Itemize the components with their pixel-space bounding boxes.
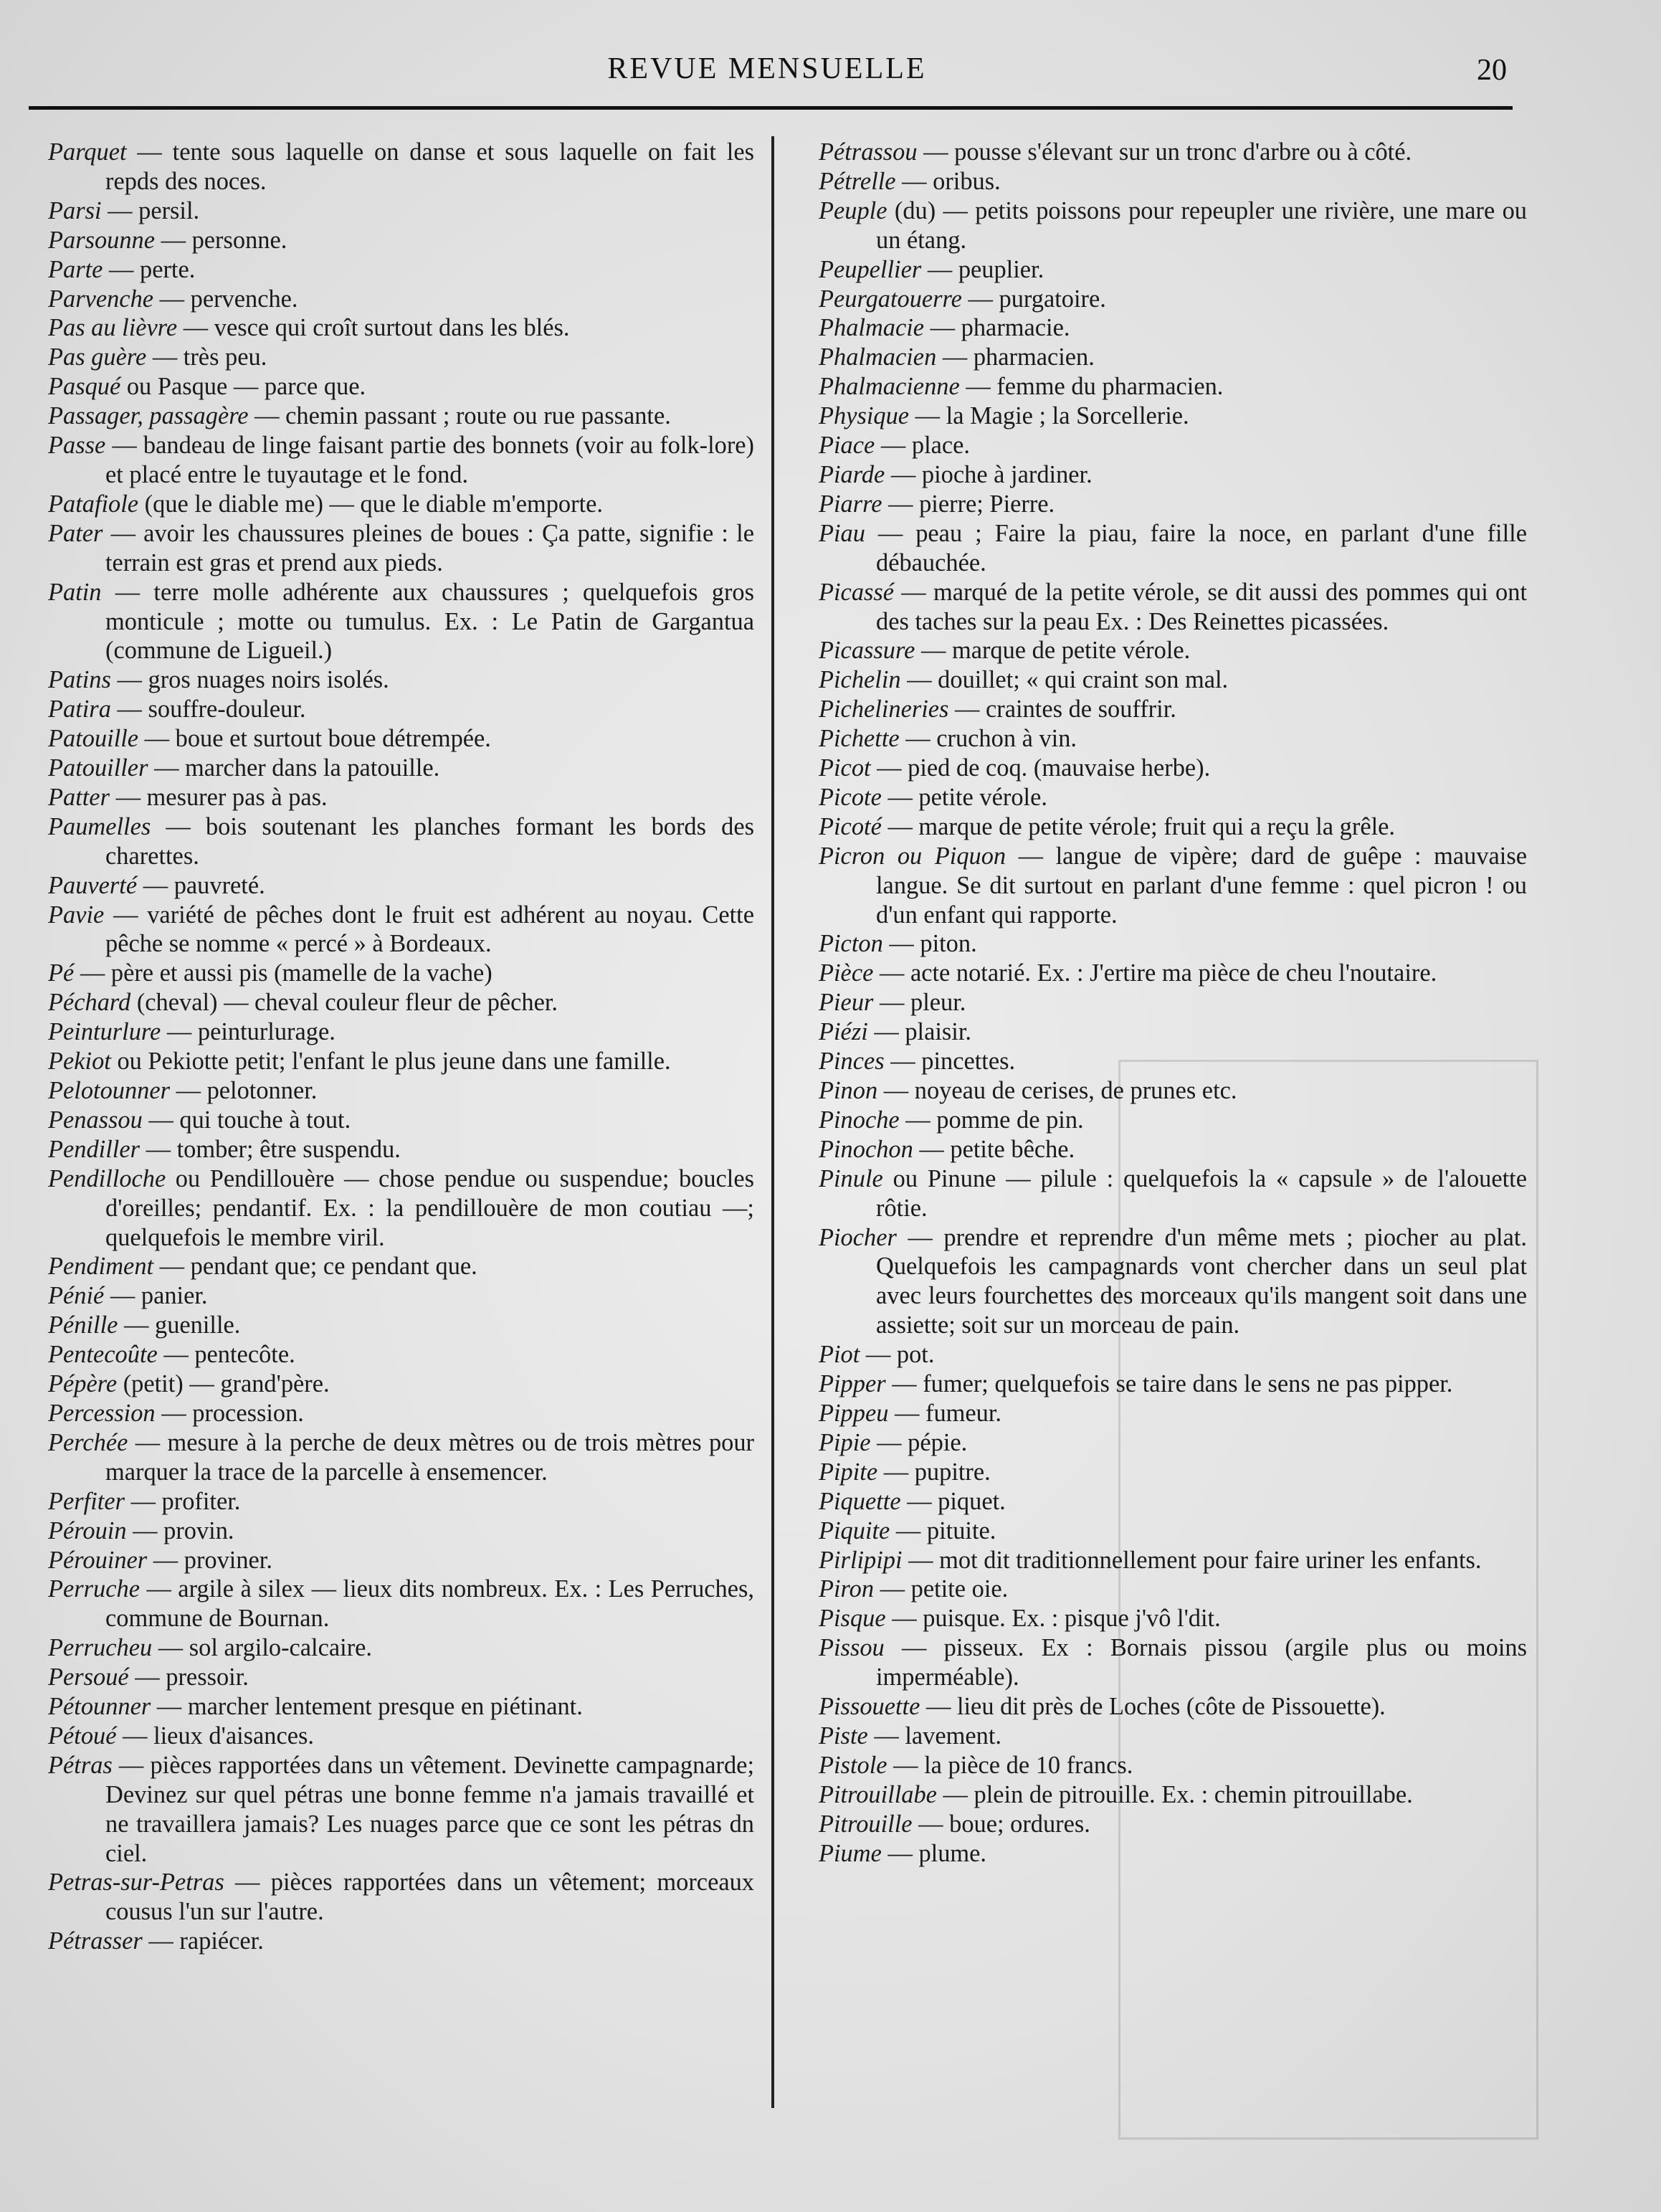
glossary-entry bbox=[48, 724, 754, 754]
entry-definition: — fumer; quelquefois se taire dans le sens ne pas pipper. bbox=[885, 1370, 1453, 1398]
entry-definition: (du) — petits poissons pour repeupler une rivière, une mare ou un étang. bbox=[876, 196, 1527, 254]
glossary-entry bbox=[48, 901, 754, 959]
entry-definition: ou Pinune — pilule : quelquefois la « capsule » de l'alouette rôtie. bbox=[876, 1164, 1527, 1222]
entry-definition: — boue et surtout boue détrempée. bbox=[138, 725, 491, 753]
glossary-entry bbox=[48, 313, 754, 343]
entry-term: Peuple bbox=[819, 196, 887, 224]
entry-term: Pétounner bbox=[48, 1693, 151, 1721]
entry-term: Pénié bbox=[48, 1282, 105, 1310]
entry-term: Parquet bbox=[48, 138, 127, 166]
glossary-entry bbox=[48, 959, 754, 988]
entry-term: Piace bbox=[819, 432, 875, 460]
glossary-entry bbox=[819, 167, 1527, 196]
glossary-entry bbox=[48, 812, 754, 871]
glossary-entry bbox=[48, 402, 754, 431]
entry-definition: — lieux d'aisances. bbox=[116, 1722, 314, 1750]
entry-definition: — pousse s'élevant sur un tronc d'arbre ou à côté. bbox=[917, 138, 1412, 166]
glossary-entry bbox=[48, 1047, 754, 1076]
entry-definition: — pierre; Pierre. bbox=[882, 490, 1055, 518]
glossary-entry bbox=[48, 695, 754, 724]
glossary-entry bbox=[819, 1516, 1527, 1546]
entry-term: Pieur bbox=[819, 989, 874, 1017]
glossary-entry bbox=[819, 1428, 1527, 1458]
entry-definition: — plume. bbox=[881, 1839, 987, 1867]
glossary-entry bbox=[48, 1311, 754, 1340]
entry-term: Picassé bbox=[819, 578, 895, 606]
entry-term: Pichette bbox=[819, 725, 900, 753]
glossary-entry bbox=[48, 578, 754, 666]
glossary-entry bbox=[819, 1458, 1527, 1487]
glossary-entry bbox=[48, 665, 754, 695]
entry-definition: — pituite. bbox=[890, 1516, 996, 1544]
entry-term: Picassure bbox=[819, 637, 915, 665]
entry-term: Piron bbox=[819, 1575, 875, 1603]
entry-term: Patouiller bbox=[48, 754, 148, 782]
glossary-entry bbox=[819, 1546, 1527, 1575]
glossary-entry bbox=[819, 1135, 1527, 1164]
glossary-entry bbox=[819, 519, 1527, 578]
glossary-entry bbox=[819, 1223, 1527, 1341]
entry-definition: — petite oie. bbox=[874, 1575, 1009, 1603]
glossary-entry bbox=[48, 871, 754, 901]
entry-definition: ou Pekiotte petit; l'enfant le plus jeune dans une famille. bbox=[110, 1048, 671, 1076]
entry-definition: — rapiécer. bbox=[142, 1927, 264, 1955]
entry-definition: — la Magie ; la Sorcellerie. bbox=[909, 402, 1189, 430]
glossary-entry bbox=[48, 1428, 754, 1487]
entry-definition: — la pièce de 10 francs. bbox=[887, 1751, 1133, 1779]
entry-definition: — femme du pharmacien. bbox=[959, 373, 1224, 401]
glossary-entry bbox=[819, 842, 1527, 930]
glossary-entry bbox=[819, 578, 1527, 637]
glossary-entry bbox=[819, 1487, 1527, 1516]
glossary-entry bbox=[48, 138, 754, 196]
glossary-entry bbox=[819, 1810, 1527, 1839]
entry-definition: — peinturlurage. bbox=[161, 1018, 335, 1046]
glossary-entry bbox=[819, 196, 1527, 255]
entry-term: Pénille bbox=[48, 1311, 118, 1339]
entry-term: Pétoué bbox=[48, 1722, 117, 1750]
entry-term: Pétrassou bbox=[819, 138, 918, 166]
glossary-entry bbox=[48, 1692, 754, 1722]
running-title: REVUE MENSUELLE bbox=[607, 52, 927, 85]
entry-definition: — mesure à la perche de deux mètres ou de trois mètres pour marquer la trace de la parcelle à ensemencer. bbox=[105, 1428, 754, 1486]
entry-term: Pippeu bbox=[819, 1399, 889, 1427]
entry-term: Pelotounner bbox=[48, 1077, 171, 1104]
entry-term: Piquite bbox=[819, 1516, 890, 1544]
entry-definition: — pauvreté. bbox=[137, 871, 265, 899]
glossary-entry bbox=[48, 431, 754, 490]
glossary-entry bbox=[48, 783, 754, 812]
glossary-entry bbox=[819, 372, 1527, 402]
entry-term: Patins bbox=[48, 666, 111, 694]
entry-definition: — douillet; « qui craint son mal. bbox=[900, 666, 1229, 694]
glossary-entry bbox=[48, 343, 754, 372]
entry-term: Pétras bbox=[48, 1751, 113, 1779]
entry-term: Pitrouillabe bbox=[819, 1780, 937, 1808]
glossary-entry bbox=[819, 1780, 1527, 1810]
glossary-entry bbox=[48, 1164, 754, 1253]
entry-term: Pé bbox=[48, 959, 75, 987]
entry-term: Piste bbox=[819, 1722, 868, 1750]
glossary-entry bbox=[819, 1399, 1527, 1428]
entry-term: Perchée bbox=[48, 1428, 128, 1456]
glossary-entry bbox=[819, 812, 1527, 842]
entry-term: Pissouette bbox=[819, 1693, 920, 1721]
entry-term: Patira bbox=[48, 696, 111, 723]
glossary-entry bbox=[48, 1370, 754, 1399]
glossary-entry bbox=[48, 372, 754, 402]
glossary-entry bbox=[819, 665, 1527, 695]
entry-term: Pekiot bbox=[48, 1048, 111, 1076]
entry-term: Pauverté bbox=[48, 871, 138, 899]
entry-definition: — pendant que; ce pendant que. bbox=[153, 1253, 477, 1281]
entry-definition: — puisque. Ex. : pisque j'vô l'dit. bbox=[885, 1605, 1221, 1633]
entry-term: Pendiment bbox=[48, 1253, 154, 1281]
glossary-entry bbox=[48, 754, 754, 783]
entry-definition: — bois soutenant les planches formant les bords des charettes. bbox=[105, 812, 754, 870]
entry-term: Picot bbox=[819, 754, 871, 782]
header-rule bbox=[29, 106, 1513, 110]
glossary-entry bbox=[819, 1839, 1527, 1869]
entry-definition: — pupitre. bbox=[877, 1458, 991, 1486]
entry-term: Pater bbox=[48, 519, 103, 547]
entry-term: Pendiller bbox=[48, 1135, 140, 1163]
entry-definition: ou Pendillouère — chose pendue ou suspendue; boucles d'oreilles; pendantif. Ex. : la pendillouère de mon coutiau —; quelquefois le membre viril. bbox=[105, 1164, 754, 1251]
entry-definition: — panier. bbox=[104, 1282, 208, 1310]
entry-term: Piau bbox=[819, 519, 865, 547]
entry-term: Pas au lièvre bbox=[48, 314, 178, 342]
entry-definition: — pervenche. bbox=[153, 285, 298, 313]
entry-definition: — petite bêche. bbox=[913, 1135, 1075, 1163]
entry-term: Pitrouille bbox=[819, 1810, 913, 1838]
entry-definition: — pioche à jardiner. bbox=[885, 460, 1093, 488]
entry-term: Pisque bbox=[819, 1605, 886, 1633]
glossary-entry bbox=[819, 490, 1527, 519]
entry-definition: — piquet. bbox=[900, 1487, 1006, 1515]
entry-definition: — plaisir. bbox=[867, 1018, 972, 1046]
glossary-entry bbox=[819, 1340, 1527, 1370]
entry-term: Pas guère bbox=[48, 343, 147, 371]
entry-term: Phalmacien bbox=[819, 343, 937, 371]
entry-definition: — langue de vipère; dard de guêpe : mauvaise langue. Se dit surtout en parlant d'une femme : quel picron ! ou d'un enfant qui rapporte. bbox=[876, 842, 1527, 929]
entry-definition: — pisseux. Ex : Bornais pissou (argile plus ou moins imperméable). bbox=[876, 1634, 1527, 1691]
entry-term: Perfiter bbox=[48, 1487, 125, 1515]
entry-definition: — boue; ordures. bbox=[912, 1810, 1090, 1838]
glossary-entry bbox=[819, 402, 1527, 431]
glossary-entry bbox=[48, 1575, 754, 1633]
entry-term: Perruche bbox=[48, 1575, 140, 1603]
entry-term: Peinturlure bbox=[48, 1018, 161, 1046]
entry-term: Passager, passagère bbox=[48, 402, 249, 430]
glossary-entry bbox=[819, 1076, 1527, 1106]
entry-term: Picoté bbox=[819, 812, 882, 840]
entry-definition: — craintes de souffrir. bbox=[948, 696, 1176, 723]
entry-term: Pérouiner bbox=[48, 1546, 148, 1574]
glossary-entry bbox=[48, 1017, 754, 1047]
left-column bbox=[48, 138, 754, 1956]
entry-definition: — pièces rapportées dans un vêtement; morceaux cousus l'un sur l'autre. bbox=[105, 1869, 754, 1926]
entry-term: Patter bbox=[48, 783, 110, 811]
entry-definition: ou Pasque — parce que. bbox=[120, 373, 366, 401]
entry-term: Pistole bbox=[819, 1751, 887, 1779]
glossary-entry bbox=[819, 343, 1527, 372]
entry-definition: — pressoir. bbox=[128, 1663, 249, 1691]
entry-definition: — pièces rapportées dans un vêtement. Devinette campagnarde; Devinez sur quel pétras une bonne femme n'a jamais travaillé et ne travaillera jamais? Les nuages parce que ce sont les pétras dn ciel. bbox=[105, 1751, 754, 1867]
entry-definition: — gros nuages noirs isolés. bbox=[110, 666, 389, 694]
entry-definition: — prendre et reprendre d'un même mets ; piocher au plat. Quelquefois les campagnards vont chercher dans un seul plat avec leurs fourchettes des morceaux qu'ils mangent soit dans une assiette; soit sur un morceau de pain. bbox=[876, 1223, 1527, 1339]
glossary-entry bbox=[819, 1370, 1527, 1399]
entry-term: Peurgatouerre bbox=[819, 285, 962, 313]
entry-term: Pinon bbox=[819, 1077, 878, 1104]
entry-term: Pichelin bbox=[819, 666, 901, 694]
glossary-entry bbox=[819, 1575, 1527, 1604]
entry-term: Pavie bbox=[48, 901, 105, 929]
entry-term: Picron ou Piquon bbox=[819, 842, 1006, 870]
entry-definition: — pharmacien. bbox=[936, 343, 1095, 371]
entry-term: Physique bbox=[819, 402, 910, 430]
entry-definition: — très peu. bbox=[146, 343, 267, 371]
entry-definition: — terre molle adhérente aux chaussures ; quelquefois gros monticule ; motte ou tumulus. Ex. : Le Patin de Gargantua (commune de Ligueil.) bbox=[101, 578, 754, 665]
entry-definition: — tomber; être suspendu. bbox=[139, 1135, 401, 1163]
entry-term: Pentecoûte bbox=[48, 1341, 158, 1369]
entry-term: Pissou bbox=[819, 1634, 885, 1662]
glossary-entry bbox=[819, 1106, 1527, 1135]
entry-definition: — pincettes. bbox=[884, 1048, 1016, 1076]
entry-term: Persoué bbox=[48, 1663, 129, 1691]
entry-term: Patouille bbox=[48, 725, 139, 753]
glossary-entry bbox=[819, 1164, 1527, 1223]
entry-term: Phalmacie bbox=[819, 314, 925, 342]
entry-definition: — pharmacie. bbox=[924, 314, 1070, 342]
entry-definition: — fumeur. bbox=[888, 1399, 1002, 1427]
glossary-entry bbox=[48, 1340, 754, 1370]
glossary-entry bbox=[819, 1751, 1527, 1780]
entry-definition: (petit) — grand'père. bbox=[117, 1370, 330, 1398]
glossary-entry bbox=[48, 1076, 754, 1106]
entry-definition: — lieu dit près de Loches (côte de Pissouette). bbox=[920, 1693, 1386, 1721]
entry-term: Penassou bbox=[48, 1106, 143, 1134]
entry-term: Parvenche bbox=[48, 285, 154, 313]
entry-term: Pétrasser bbox=[48, 1927, 143, 1955]
entry-term: Petras-sur-Petras bbox=[48, 1869, 224, 1897]
entry-definition: — peau ; Faire la piau, faire la noce, en parlant d'une fille débauchée. bbox=[865, 519, 1527, 576]
glossary-entry bbox=[48, 1135, 754, 1164]
entry-definition: — noyeau de cerises, de prunes etc. bbox=[877, 1077, 1237, 1104]
glossary-entry bbox=[819, 431, 1527, 460]
glossary-entry bbox=[48, 285, 754, 314]
entry-term: Piume bbox=[819, 1839, 882, 1867]
entry-term: Pinoche bbox=[819, 1106, 900, 1134]
entry-definition: — chemin passant ; route ou rue passante. bbox=[248, 402, 671, 430]
entry-term: Parsounne bbox=[48, 226, 156, 254]
entry-term: Patin bbox=[48, 578, 102, 606]
glossary-entry bbox=[819, 959, 1527, 988]
entry-term: Piarde bbox=[819, 460, 885, 488]
entry-term: Pinule bbox=[819, 1164, 883, 1192]
entry-term: Pinces bbox=[819, 1048, 885, 1076]
glossary-entry bbox=[819, 460, 1527, 490]
entry-definition: — lavement. bbox=[867, 1722, 1001, 1750]
entry-definition: — pot. bbox=[860, 1341, 935, 1369]
glossary-entry bbox=[819, 929, 1527, 959]
entry-definition: — variété de pêches dont le fruit est adhérent au noyau. Cette pêche se nomme « percé » à Bordeaux. bbox=[104, 901, 754, 958]
entry-definition: — purgatoire. bbox=[961, 285, 1106, 313]
glossary-entry bbox=[819, 1692, 1527, 1722]
entry-definition: — bandeau de linge faisant partie des bonnets (voir au folk-lore) et placé entre le tuyautage et le fond. bbox=[105, 432, 754, 488]
glossary-entry bbox=[819, 1722, 1527, 1751]
entry-definition: — vesce qui croît surtout dans les blés. bbox=[177, 314, 570, 342]
entry-definition: — petite vérole. bbox=[881, 783, 1047, 811]
entry-definition: — place. bbox=[875, 432, 971, 460]
glossary-entry bbox=[48, 1722, 754, 1751]
entry-term: Pinochon bbox=[819, 1135, 913, 1163]
entry-definition: — qui touche à tout. bbox=[142, 1106, 351, 1134]
entry-definition: — pépie. bbox=[870, 1428, 968, 1456]
entry-definition: — marque de petite vérole. bbox=[915, 637, 1191, 665]
glossary-entry bbox=[48, 1633, 754, 1663]
glossary-entry bbox=[819, 695, 1527, 724]
glossary-entry bbox=[48, 1751, 754, 1869]
entry-term: Piquette bbox=[819, 1487, 901, 1515]
entry-definition: — pomme de pin. bbox=[899, 1106, 1084, 1134]
entry-term: Picton bbox=[819, 930, 883, 958]
glossary-entry bbox=[48, 1663, 754, 1692]
glossary-entry bbox=[48, 1516, 754, 1546]
glossary-entry bbox=[48, 1927, 754, 1956]
glossary-entry bbox=[48, 1252, 754, 1281]
glossary-entry bbox=[48, 1868, 754, 1927]
entry-term: Passe bbox=[48, 432, 106, 460]
entry-definition: — procession. bbox=[155, 1399, 304, 1427]
entry-definition: — guenille. bbox=[118, 1311, 241, 1339]
entry-term: Piot bbox=[819, 1341, 860, 1369]
entry-term: Percession bbox=[48, 1399, 156, 1427]
entry-term: Pétrelle bbox=[819, 167, 896, 195]
entry-term: Perrucheu bbox=[48, 1634, 153, 1662]
glossary-entry bbox=[48, 1281, 754, 1311]
entry-term: Pipper bbox=[819, 1370, 886, 1398]
glossary-entry bbox=[819, 1017, 1527, 1047]
entry-definition: (que le diable me) — que le diable m'emporte. bbox=[138, 490, 603, 518]
entry-definition: — oribus. bbox=[895, 167, 1001, 195]
entry-term: Pichelineries bbox=[819, 696, 949, 723]
glossary-entry bbox=[819, 1047, 1527, 1076]
entry-term: Pièce bbox=[819, 959, 874, 987]
entry-definition: — personne. bbox=[155, 226, 287, 254]
glossary-entry bbox=[819, 138, 1527, 167]
glossary-entry bbox=[819, 285, 1527, 314]
entry-definition: — pied de coq. (mauvaise herbe). bbox=[870, 754, 1211, 782]
glossary-entry bbox=[819, 1633, 1527, 1692]
glossary-entry bbox=[48, 255, 754, 285]
glossary-entry bbox=[819, 754, 1527, 783]
glossary-entry bbox=[819, 255, 1527, 285]
entry-term: Pépère bbox=[48, 1370, 118, 1398]
glossary-entry bbox=[819, 988, 1527, 1017]
entry-term: Piarre bbox=[819, 490, 882, 518]
column-divider bbox=[771, 136, 774, 2108]
entry-definition: — souffre-douleur. bbox=[110, 696, 306, 723]
entry-term: Picote bbox=[819, 783, 882, 811]
glossary-entry bbox=[819, 724, 1527, 754]
entry-term: Piocher bbox=[819, 1223, 897, 1251]
entry-definition: — sol argilo-calcaire. bbox=[152, 1634, 373, 1662]
glossary-entry bbox=[819, 636, 1527, 665]
entry-term: Peupellier bbox=[819, 255, 922, 283]
right-column bbox=[819, 138, 1527, 1868]
glossary-entry bbox=[48, 1546, 754, 1575]
glossary-entry bbox=[48, 519, 754, 578]
entry-definition: — tente sous laquelle on danse et sous laquelle on fait les repds des noces. bbox=[105, 138, 754, 195]
glossary-entry bbox=[819, 1604, 1527, 1633]
entry-definition: — pentecôte. bbox=[157, 1341, 295, 1369]
entry-term: Pasqué bbox=[48, 373, 121, 401]
glossary-entry bbox=[48, 1487, 754, 1516]
entry-term: Pérouin bbox=[48, 1516, 127, 1544]
entry-term: Pirlipipi bbox=[819, 1546, 903, 1574]
entry-definition: — acte notarié. Ex. : J'ertire ma pièce de cheu l'noutaire. bbox=[873, 959, 1437, 987]
entry-definition: — marcher dans la patouille. bbox=[148, 754, 440, 782]
entry-definition: — marque de petite vérole; fruit qui a reçu la grêle. bbox=[881, 812, 1396, 840]
entry-definition: — argile à silex — lieux dits nombreux. Ex. : Les Perruches, commune de Bournan. bbox=[105, 1575, 754, 1633]
entry-definition: — marcher lentement presque en piétinant. bbox=[151, 1693, 583, 1721]
entry-term: Pipie bbox=[819, 1428, 871, 1456]
entry-definition: — pelotonner. bbox=[170, 1077, 318, 1104]
entry-definition: — persil. bbox=[101, 196, 200, 224]
entry-term: Pipite bbox=[819, 1458, 878, 1486]
glossary-entry bbox=[819, 783, 1527, 812]
entry-definition: — pleur. bbox=[873, 989, 966, 1017]
glossary-entry bbox=[48, 988, 754, 1017]
entry-definition: — père et aussi pis (mamelle de la vache) bbox=[74, 959, 492, 987]
entry-term: Patafiole bbox=[48, 490, 139, 518]
entry-definition: — cruchon à vin. bbox=[899, 725, 1077, 753]
entry-term: Piézi bbox=[819, 1018, 868, 1046]
entry-definition: — provin. bbox=[126, 1516, 234, 1544]
glossary-entry bbox=[48, 226, 754, 255]
entry-term: Phalmacienne bbox=[819, 373, 960, 401]
entry-definition: — proviner. bbox=[147, 1546, 272, 1574]
entry-term: Paumelles bbox=[48, 812, 151, 840]
entry-definition: — avoir les chaussures pleines de boues : Ça patte, signifie : le terrain est gras et prend aux pieds. bbox=[103, 519, 754, 576]
entry-term: Parsi bbox=[48, 196, 102, 224]
entry-definition: — piton. bbox=[882, 930, 977, 958]
glossary-entry bbox=[819, 313, 1527, 343]
entry-definition: — plein de pitrouille. Ex. : chemin pitrouillabe. bbox=[936, 1780, 1413, 1808]
glossary-entry bbox=[48, 1399, 754, 1428]
glossary-entry bbox=[48, 196, 754, 226]
entry-definition: — perte. bbox=[103, 255, 196, 283]
page-number: 20 bbox=[1477, 54, 1507, 87]
glossary-entry bbox=[48, 490, 754, 519]
entry-term: Pendilloche bbox=[48, 1164, 166, 1192]
glossary-entry bbox=[48, 1106, 754, 1135]
entry-definition: — mesurer pas à pas. bbox=[109, 783, 328, 811]
entry-term: Parte bbox=[48, 255, 103, 283]
entry-definition: — marqué de la petite vérole, se dit aussi des pommes qui ont des taches sur la peau Ex. : Des Reinettes picassées. bbox=[876, 578, 1527, 635]
entry-term: Péchard bbox=[48, 989, 131, 1017]
entry-definition: — peuplier. bbox=[921, 255, 1044, 283]
entry-definition: — profiter. bbox=[124, 1487, 241, 1515]
entry-definition: — mot dit traditionnellement pour faire uriner les enfants. bbox=[902, 1546, 1482, 1574]
entry-definition: (cheval) — cheval couleur fleur de pêcher. bbox=[130, 989, 558, 1017]
